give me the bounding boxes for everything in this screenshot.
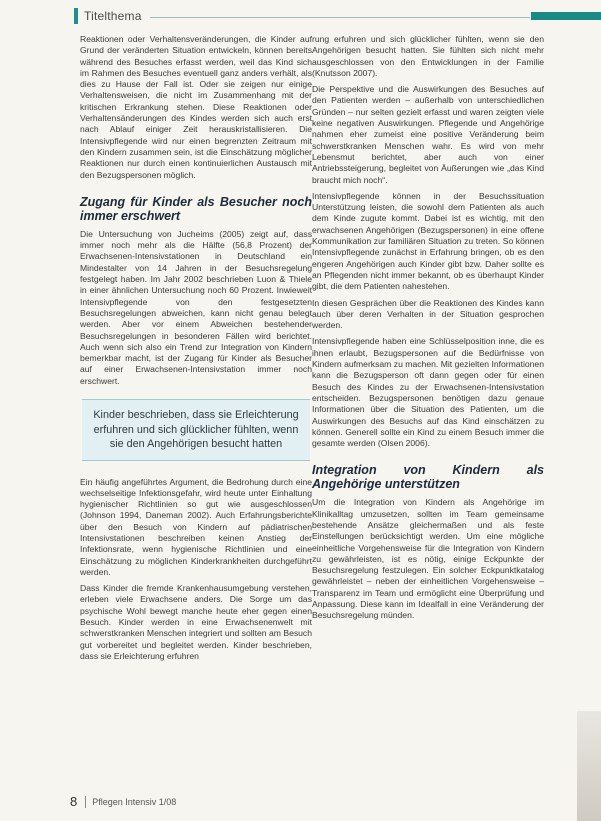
left-paragraph-3: Ein häufig angeführtes Argument, die Bedrohung durch eine wechselseitige Infektionsgefahr, wird heute unter Einhaltung hygienischer Richtlinien so gut wie ausgeschlossen (Johnson 1994, Daneman 2002). Auch Erfahrungsberichte über den Besuch von Kindern auf pädiatrischen Intensivstationen beschreiben keinen Anstieg der Infektionsrate, wenn hygienische Richtlinien und eine Einschätzung zu möglichen Kinderkrankheiten durchgeführt werden. [80, 476, 312, 577]
right-paragraph-2: Die Perspektive und die Auswirkungen des Besuches auf den Patienten werden – außerhalb von unterschiedlichen Gründen – nur selten gezielt erfasst und waren zeigten viele keine negativen Auswirkungen. Pflegende und Angehörige nahmen eher zumeist eine positive Veränderung beim schwerstkranken Menschen wahr. Es wird von mehr Lebensmut berichtet, aber auch von einer Antriebssteigerung, begleitet von Äußerungen wie „das Kind braucht mich noch“. [312, 84, 544, 185]
left-paragraph-1: Reaktionen oder Verhaltensveränderungen, die Kinder auf Grund der veränderten Situation entwickeln, können bereits während des Besuches erfasst werden, weil das Kind sich im Rahmen des Besuches eventuell ganz anders verhält, als dies zu Hause der Fall ist. Oder sie zeigen nur einige Verhaltensweisen, die nicht im Zusammenhang mit der kritischen Erkrankung stehen. Diese Reaktionen oder Verhaltensänderungen des Kindes werden sich auch erst nach Ablauf einiger Zeit herauskristallisieren. Die Intensivpflegende wird nur einen begrenzten Zeitraum mit den Kindern zusammen sein, ist die Einschätzung möglicher Reaktionen nur durch einen kontinuierlichen Austausch mit den Bezugspersonen möglich. [80, 34, 312, 180]
right-column [312, 34, 544, 627]
pull-quote: Kinder beschrieben, dass sie Erleichterung erfuhren und sich glücklicher fühlten, wenn sie den Angehörigen besucht hatten [82, 399, 310, 461]
header-bar [0, 0, 601, 30]
right-paragraph-6: Um die Integration von Kindern als Angehörige im Klinikalltag umzusetzen, sollten im Team gemeinsame bestehende Ansätze gleichermaßen und als feste Einstellungen berücksichtigt werden. Um eine mögliche einheitliche Vorgehensweise für die Integration von Kindern zu gewährleisten, ist es nötig, einige Eckpunkte der Besuchsregelung festzulegen. Ein solcher Eckpunktkatalog gewährleistet – neben der einheitlichen Vorgehensweise – Transparenz im Team und ermöglicht eine Überprüfung und Anpassung. Diese kann im Idealfall in eine Veränderung der Besuchsregelung münden. [312, 497, 544, 621]
header-rule [150, 17, 530, 18]
publication-name: Pflegen Intensiv 1/08 [92, 796, 177, 807]
right-paragraph-5: Intensivpflegende haben eine Schlüsselposition inne, die es ihnen erlaubt, Bezugspersonen auf die Bedürfnisse von Kindern aufmerksam zu machen. Mit gezielten Informationen kann die Bezugsperson oft dann gegen oder für einen Besuch des Kindes zu der Erwachsenen-Intensivstation entscheiden. Bezugspersonen benötigen dazu genaue Informationen über die Situation des Patienten, um die Auswirkungen des Besuchs auf das Kind einschätzen zu können. Generell sollte ein Kind zu einem Besuch immer die gesamte werden (Olsen 2006). [312, 336, 544, 449]
right-paragraph-1: rung erfuhren und sich glücklicher fühlten, wenn sie den Angehörigen besucht hatten. Sie fühlten sich nicht mehr ausgeschlossen von den Entwicklungen in der Familie (Knutsson 2007). [312, 34, 544, 78]
right-paragraph-3: Intensivpflegende können in der Besuchssituation Unterstützung leisten, die sowohl dem Patienten als auch dem Kinde zugute kommt. Dabei ist es wichtig, mit den erwachsenen Angehörigen (Bezugspersonen) in eine offene Kommunikation zur familiären Situation zu treten. So können Intensivpflegende zunächst in Erfahrung bringen, ob es den engeren Angehörigen auch Kinder gibt bzw. Daher sollte es an Pflegenden nicht immer bekannt, ob es überhaupt Kinder gibt, die dem Patienten nahestehen. [312, 190, 544, 292]
footer-divider [85, 796, 86, 808]
right-heading: Integration von Kindern als Angehörige unterstützen [312, 463, 544, 492]
section-header [74, 6, 142, 26]
page-number: 8 [70, 794, 78, 809]
right-paragraph-4: In diesen Gesprächen über die Reaktionen des Kindes kann auch über deren Verhalten in der Situation gesprochen werden. [312, 297, 544, 331]
section-marker [74, 8, 78, 24]
left-paragraph-2: Die Untersuchung von Jucheims (2005) zeigt auf, dass immer noch mehr als die Hälfte (56,8 Prozent) der Erwachsenen-Intensivstationen in Deutschland ein Mindestalter von 14 Jahren in der Besuchsregelung festgelegt haben. Im Jahr 2002 beschrieben Luon & Thiele in einer ähnlichen Untersuchung noch 60 Prozent. Inwieweit Intensivpflegende von den festgesetzten Besuchsregelungen abweichen, kann nicht genau belegt werden. Aber vor einem Abweichen bestehender Besuchsregelungen in besonderen Fällen wird berichtet. Auch wenn sich also ein Trend zur Integration von Kindern bemerkbar macht, ist der Zugang für Kinder als Besucher auf einer Erwachsenen-Intensivstation immer noch erschwert. [80, 228, 312, 386]
page-footer [70, 794, 176, 809]
section-title: Titelthema [84, 9, 142, 23]
left-heading: Zugang für Kinder als Besucher noch immer erschwert [80, 194, 312, 223]
left-column [80, 34, 312, 667]
header-accent-bar [531, 12, 601, 20]
page-edge-shadow [577, 711, 601, 821]
left-paragraph-4: Dass Kinder die fremde Krankenhausumgebung verstehen, erleben viele Erwachsene anders. Die Sorge um das psychische Wohl bewegt manche heute eher gegen einen Besuch. Kinder werden in eine Erwachsenenwelt mit schwerstkranken Menschen integriert und sollten am Besuch gut vorbereitet und begleitet werden. Kinder beschrieben, dass sie Erleichterung erfuhren [80, 583, 312, 661]
